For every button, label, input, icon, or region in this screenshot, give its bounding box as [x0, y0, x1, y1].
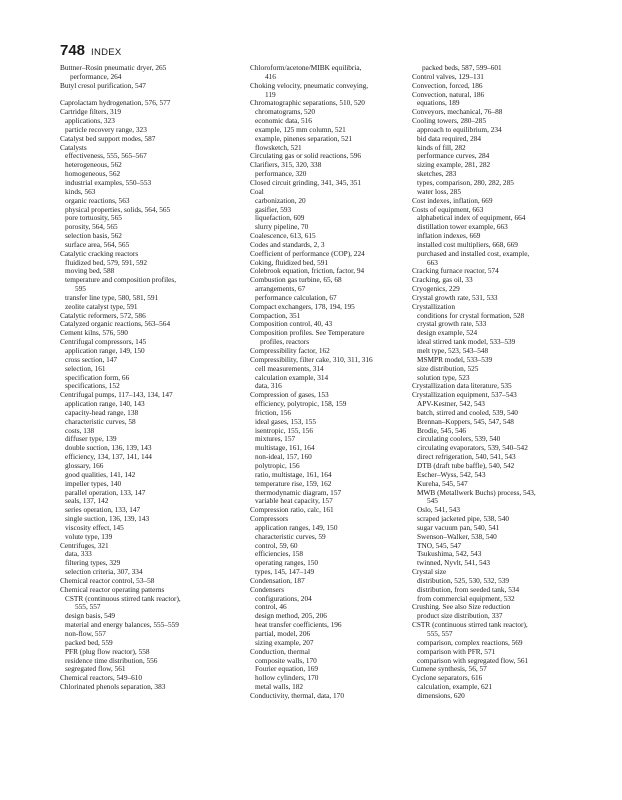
index-subentry: segregated flow, 561 — [65, 665, 126, 674]
index-subentry: kinds of fill, 282 — [417, 143, 466, 152]
index-subentry: solution type, 523 — [417, 373, 470, 382]
index-subentry: hollow cylinders, 170 — [255, 674, 319, 683]
index-subentry: organic reactions, 563 — [65, 196, 130, 205]
index-entry: Chloroform/acetone/MIBK equilibria, — [250, 64, 362, 72]
index-subentry: cell measurements, 314 — [255, 364, 324, 373]
index-subentry: porosity, 564, 565 — [65, 223, 118, 232]
index-subentry: mixtures, 157 — [255, 435, 296, 444]
index-subentry: Swenson–Walker, 538, 540 — [417, 532, 497, 541]
index-subentry: profiles, reactors — [260, 338, 310, 347]
index-subentry: fluidized bed, 579, 591, 592 — [65, 258, 148, 267]
index-subentry: water loss, 285 — [417, 187, 461, 196]
index-subentry: distillation tower example, 663 — [417, 223, 508, 232]
index-subentry: calculation, example, 621 — [417, 683, 492, 692]
index-entry: Chlorinated phenols separation, 383 — [60, 683, 166, 692]
index-subentry: performance, 264 — [70, 72, 122, 81]
index-subentry: application range, 149, 150 — [65, 347, 145, 355]
index-entry: Cost indexes, inflation, 669 — [412, 196, 493, 205]
index-entry: Chemical reactors, 549–610 — [60, 674, 143, 683]
index-entry: Combustion gas turbine, 65, 68 — [250, 276, 342, 285]
index-subentry: thermodynamic diagram, 157 — [255, 488, 342, 497]
index-subentry: installed cost multipliers, 668, 669 — [417, 240, 518, 249]
index-entry: Crystal growth rate, 531, 533 — [412, 293, 498, 302]
index-subentry: efficiencies, 158 — [255, 550, 304, 559]
index-subentry: partial, model, 206 — [255, 630, 311, 638]
index-subentry: circulating evaporators, 539, 540–542 — [417, 444, 528, 453]
index-subentry: equations, 189 — [417, 99, 460, 108]
index-subentry: filtering types, 329 — [65, 559, 121, 568]
index-subentry: heterogeneous, 562 — [65, 161, 122, 170]
index-entry: Compression ratio, calc, 161 — [250, 506, 334, 515]
index-entry: Centrifuges, 321 — [60, 541, 109, 550]
index-subentry: homogeneous, 562 — [65, 170, 121, 179]
index-subentry: design method, 205, 206 — [255, 612, 327, 621]
index-entry: Compact exchangers, 178, 194, 195 — [250, 302, 355, 311]
index-entry: Cyclone separators, 616 — [412, 674, 483, 683]
index-subentry: MWB (Metallwerk Buchs) process, 543, — [417, 488, 536, 497]
index-entry: Centrifugal compressors, 145 — [60, 338, 147, 347]
index-subentry: Tsukushima, 542, 543 — [417, 550, 482, 559]
index-entry: Cumene synthesis, 56, 57 — [412, 665, 487, 674]
index-entry: Chemical reactor operating patterns — [60, 585, 165, 594]
index-subentry: zeolite catalyst type, 591 — [65, 302, 138, 311]
index-subentry: characteristic curves, 58 — [65, 417, 136, 426]
index-entry: Catalysts — [60, 143, 87, 152]
index-subentry: effectiveness, 555, 565–567 — [65, 152, 147, 161]
index-subentry: size distribution, 525 — [417, 364, 479, 373]
index-entry: Centrifugal pumps, 117–143, 134, 147 — [60, 391, 173, 400]
index-column-3 — [412, 64, 584, 701]
index-subentry: economic data, 516 — [255, 117, 312, 126]
index-subentry: circulating coolers, 539, 540 — [417, 435, 501, 444]
index-subentry: PFR (plug flow reactor), 558 — [65, 647, 150, 656]
index-entry: Crystallization data literature, 535 — [412, 382, 512, 391]
index-subentry: application range, 140, 143 — [65, 400, 145, 409]
index-subentry: variable heat capacity, 157 — [255, 497, 333, 506]
index-entry: Costs of equipment, 663 — [412, 205, 484, 214]
index-entry: Conductivity, thermal, data, 170 — [250, 691, 344, 700]
index-subentry: efficiency, 134, 137, 141, 144 — [65, 453, 152, 462]
index-subentry: calculation example, 314 — [255, 373, 329, 382]
index-entry: Buttner–Rosin pneumatic dryer, 265 — [60, 64, 167, 72]
index-subentry: costs, 138 — [65, 426, 95, 435]
index-entry: Catalyst bed support modes, 587 — [60, 134, 156, 143]
index-entry: CSTR (continuous stirred tank reactor), — [412, 621, 528, 630]
index-subentry: applications, 323 — [65, 117, 115, 126]
index-entry: Cracking furnace reactor, 574 — [412, 267, 499, 276]
index-subentry: operating ranges, 150 — [255, 559, 319, 568]
index-subentry: diffuser type, 139 — [65, 435, 117, 444]
index-entry: Coalescence, 613, 615 — [250, 232, 316, 241]
index-entry: Catalytic cracking reactors — [60, 249, 139, 258]
index-subentry: data, 316 — [255, 382, 282, 391]
index-subentry: APV-Kestner, 542, 543 — [417, 400, 485, 409]
index-subentry: physical properties, solids, 564, 565 — [65, 205, 171, 214]
index-subentry: 555, 557 — [427, 630, 453, 638]
index-subentry: sizing example, 281, 282 — [417, 161, 491, 170]
index-entry: Coal — [250, 187, 264, 196]
index-subentry: control, 46 — [255, 603, 287, 612]
index-subentry: friction, 156 — [255, 408, 292, 417]
index-subentry: metal walls, 182 — [255, 683, 304, 692]
index-subentry: configurations, 204 — [255, 594, 312, 603]
index-subentry: surface area, 564, 565 — [65, 240, 130, 249]
index-subentry: DTB (draft tube baffle), 540, 542 — [417, 461, 515, 470]
index-entry: Compressibility factor, 162 — [250, 347, 330, 355]
index-subentry: selection criteria, 307, 334 — [65, 568, 143, 577]
index-entry: Crushing. See also Size reduction — [412, 603, 511, 612]
index-subentry: purchased and installed cost, example, — [417, 249, 530, 258]
index-entry: Compressors — [250, 515, 289, 524]
index-subentry: bid data required, 284 — [417, 134, 482, 143]
index-subentry: pore tortuosity, 565 — [65, 214, 122, 223]
index-subentry: from commercial equipment, 532 — [417, 594, 515, 603]
running-title: INDEX — [91, 47, 122, 58]
index-subentry: example, 125 mm column, 521 — [255, 125, 346, 134]
index-entry: Conveyors, mechanical, 76–88 — [412, 108, 503, 117]
index-subentry: specification form, 66 — [65, 373, 130, 382]
index-subentry: approach to equilibrium, 234 — [417, 125, 502, 134]
index-subentry: non-flow, 557 — [65, 630, 106, 638]
index-subentry: design basis, 549 — [65, 612, 116, 621]
index-subentry: kinds, 563 — [65, 187, 96, 196]
index-entry: Catalytic reformers, 572, 586 — [60, 311, 146, 320]
index-subentry: specifications, 152 — [65, 382, 120, 391]
index-entry: Coefficient of performance (COP), 224 — [250, 249, 365, 258]
index-subentry: slurry pipeline, 70 — [255, 223, 309, 232]
index-subentry: inflation indexes, 669 — [417, 232, 481, 241]
index-entry: Choking velocity, pneumatic conveying, — [250, 81, 369, 90]
index-entry: Chromatographic separations, 510, 520 — [250, 99, 365, 108]
index-subentry: ideal gases, 153, 155 — [255, 417, 316, 426]
index-subentry: capacity-head range, 138 — [65, 408, 139, 417]
index-subentry: CSTR (continuous stirred tank reactor), — [65, 594, 181, 603]
index-subentry: scraped jacketed pipe, 538, 540 — [417, 515, 509, 524]
index-subentry: parallel operation, 133, 147 — [65, 488, 146, 497]
index-entry: Condensation, 187 — [250, 576, 305, 585]
index-entry: Cartridge filters, 319 — [60, 108, 121, 117]
index-entry: Colebrook equation, friction, factor, 94 — [250, 267, 365, 276]
index-subentry: twinned, Nyvlt, 541, 543 — [417, 559, 490, 568]
index-subentry: moving bed, 588 — [65, 267, 115, 276]
index-subentry: types, comparison, 280, 282, 285 — [417, 178, 514, 187]
index-entry: Convection, forced, 186 — [412, 81, 483, 90]
index-subentry: performance calculation, 67 — [255, 293, 337, 302]
index-subentry: flowsketch, 521 — [255, 143, 302, 152]
index-entry: Codes and standards, 2, 3 — [250, 240, 325, 249]
index-subentry: ideal stirred tank model, 533–539 — [417, 338, 516, 347]
index-entry: Crystallization — [412, 302, 455, 311]
index-subentry: distribution, 525, 530, 532, 539 — [417, 576, 510, 585]
index-subentry: performance curves, 284 — [417, 152, 490, 161]
index-entry: Control valves, 129–131 — [412, 72, 484, 81]
index-subentry: single suction, 136, 139, 143 — [65, 515, 150, 524]
index-subentry: gasifier, 593 — [255, 205, 292, 214]
index-subentry: transfer line type, 580, 581, 591 — [65, 293, 159, 302]
index-entry: Cement kilns, 576, 590 — [60, 329, 128, 338]
index-subentry: direct refrigeration, 540, 541, 543 — [417, 453, 516, 462]
index-subentry: Fourier equation, 169 — [255, 665, 319, 674]
index-entry: Compression of gases, 153 — [250, 391, 329, 400]
index-subentry: selection, 161 — [65, 364, 106, 373]
index-subentry: cross section, 147 — [65, 355, 118, 364]
index-entry: Crystal size — [412, 568, 447, 577]
index-subentry: 545 — [427, 497, 438, 506]
index-subentry: performance, 320 — [255, 170, 307, 179]
index-subentry: melt type, 523, 543–548 — [417, 347, 489, 355]
page-header — [60, 42, 122, 59]
index-subentry: carbonization, 20 — [255, 196, 306, 205]
index-subentry: crystal growth rate, 533 — [417, 320, 487, 329]
index-subentry: efficiency, polytropic, 158, 159 — [255, 400, 347, 409]
index-subentry: example, pinenes separation, 521 — [255, 134, 353, 143]
index-subentry: Escher–Wyss, 542, 543 — [417, 470, 486, 479]
index-subentry: comparison with PFR, 571 — [417, 647, 496, 656]
index-entry: Crystallization equipment, 537–543 — [412, 391, 517, 400]
index-entry: Convection, natural, 186 — [412, 90, 485, 99]
index-subentry: types, 145, 147–149 — [255, 568, 315, 577]
index-entry: Catalyzed organic reactions, 563–564 — [60, 320, 171, 329]
index-subentry: composite walls, 170 — [255, 656, 317, 665]
index-subentry: batch, stirred and cooled, 539, 540 — [417, 408, 518, 417]
index-entry: Closed circuit grinding, 341, 345, 351 — [250, 178, 362, 187]
index-subentry: design example, 524 — [417, 329, 478, 338]
index-subentry: non-ideal, 157, 160 — [255, 453, 312, 462]
index-subentry: sugar vacuum pan, 540, 541 — [417, 523, 500, 532]
index-subentry: distribution, from seeded tank, 534 — [417, 585, 520, 594]
index-subentry: control, 59, 60 — [255, 541, 298, 550]
index-subentry: seals, 137, 142 — [65, 497, 109, 506]
index-subentry: Brennan–Koppers, 545, 547, 548 — [417, 417, 514, 426]
index-subentry: 595 — [75, 285, 86, 294]
index-entry: Caprolactam hydrogenation, 576, 577 — [60, 99, 171, 108]
index-subentry: good qualities, 141, 142 — [65, 470, 136, 479]
index-entry: Compaction, 351 — [250, 311, 301, 320]
index-subentry: liquefaction, 609 — [255, 214, 305, 223]
index-subentry: residence time distribution, 556 — [65, 656, 158, 665]
index-subentry: alphabetical index of equipment, 664 — [417, 214, 526, 223]
index-entry: Condensers — [250, 585, 285, 594]
index-entry: Circulating gas or solid reactions, 596 — [250, 152, 362, 161]
index-subentry: ratio, multistage, 161, 164 — [255, 470, 332, 479]
index-entry: Clarifiers, 315, 320, 338 — [250, 161, 322, 170]
index-subentry: packed beds, 587, 599–601 — [422, 64, 502, 72]
index-subentry: material and energy balances, 555–559 — [65, 621, 179, 630]
index-entry: Coking, fluidized bed, 591 — [250, 258, 329, 267]
index-subentry: Brodie, 545, 546 — [417, 426, 467, 435]
index-entry: Composition control, 40, 43 — [250, 320, 333, 329]
index-entry: Cooling towers, 280–285 — [412, 117, 486, 126]
index-subentry: Kureha, 545, 547 — [417, 479, 468, 488]
index-subentry: polytropic, 156 — [255, 461, 300, 470]
index-subentry: series operation, 133, 147 — [65, 506, 141, 515]
index-subentry: characteristic curves, 59 — [255, 532, 326, 541]
index-entry: Cracking, gas oil, 33 — [412, 276, 473, 285]
index-subentry: sizing example, 207 — [255, 638, 314, 647]
index-subentry: 555, 557 — [75, 603, 101, 612]
index-subentry: viscosity effect, 145 — [65, 523, 124, 532]
index-subentry: dimensions, 620 — [417, 691, 465, 700]
index-subentry: conditions for crystal formation, 528 — [417, 311, 525, 320]
index-subentry: 416 — [265, 72, 276, 81]
index-entry: Compressibility, filter cake, 310, 311, 316 — [250, 355, 373, 364]
index-subentry: volute type, 139 — [65, 532, 113, 541]
index-entry: Butyl cresol purification, 547 — [60, 81, 146, 90]
index-subentry: 663 — [427, 258, 438, 267]
index-subentry: chromatograms, 520 — [255, 108, 315, 117]
index-subentry: impeller types, 140 — [65, 479, 122, 488]
index-subentry: application ranges, 149, 150 — [255, 523, 338, 532]
index-entry: Chemical reactor control, 53–58 — [60, 576, 155, 585]
index-subentry: 119 — [265, 90, 276, 99]
index-subentry: comparison, complex reactions, 569 — [417, 638, 523, 647]
index-subentry: heat transfer coefficients, 196 — [255, 621, 342, 630]
index-entry: Cryogenics, 229 — [412, 285, 460, 294]
index-subentry: MSMPR model, 533–539 — [417, 355, 493, 364]
index-subentry: industrial examples, 550–553 — [65, 178, 152, 187]
index-entry: Conduction, thermal — [250, 647, 310, 656]
index-subentry: temperature and composition profiles, — [65, 276, 177, 285]
index-subentry: sketches, 283 — [417, 170, 457, 179]
index-subentry: glossary, 166 — [65, 461, 104, 470]
index-subentry: multistage, 161, 164 — [255, 444, 315, 453]
index-subentry: particle recovery range, 323 — [65, 125, 147, 134]
index-column-2 — [250, 64, 422, 701]
index-subentry: Oslo, 541, 543 — [417, 506, 460, 515]
index-subentry: temperature rise, 159, 162 — [255, 479, 332, 488]
index-subentry: selection basis, 562 — [65, 232, 122, 241]
index-subentry: data, 333 — [65, 550, 92, 559]
index-subentry: double suction, 136, 139, 143 — [65, 444, 152, 453]
page-number: 748 — [60, 42, 86, 59]
index-column-1 — [60, 64, 232, 692]
index-spacer — [60, 91, 232, 100]
index-subentry: isentropic, 155, 156 — [255, 426, 313, 435]
index-subentry: product size distribution, 337 — [417, 612, 503, 621]
index-subentry: arrangements, 67 — [255, 285, 306, 294]
index-subentry: TNO, 545, 547 — [417, 541, 462, 550]
index-subentry: packed bed, 559 — [65, 638, 113, 647]
index-subentry: comparison with segregated flow, 561 — [417, 656, 529, 665]
index-entry: Composition profiles. See Temperature — [250, 329, 365, 338]
